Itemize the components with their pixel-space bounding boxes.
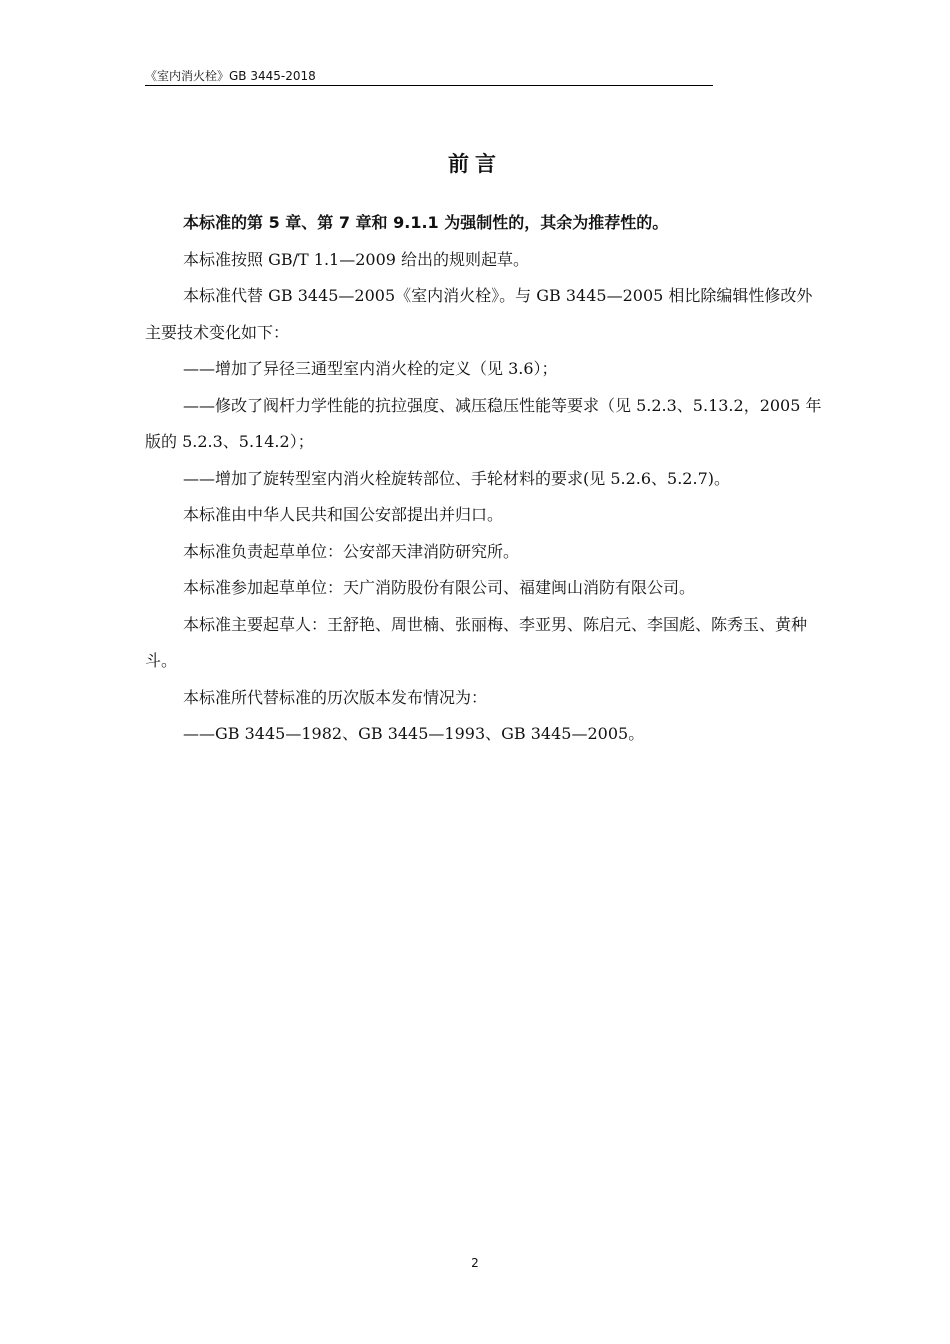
history-intro-paragraph: 本标准所代替标准的历次版本发布情况为： <box>183 687 488 707</box>
history-item: ——GB 3445—1982、GB 3445—1993、GB 3445—2005。 <box>183 724 645 743</box>
running-header <box>145 68 713 86</box>
change-item: ——修改了阀杆力学性能的抗拉强度、减压稳压性能等要求（见 5.2.3、5.13.2，2005 年版的 5.2.3、5.14.2）； <box>145 395 822 451</box>
lead-drafter-paragraph: 本标准负责起草单位：公安部天津消防研究所。 <box>183 541 520 561</box>
foreword-body <box>145 205 825 753</box>
participating-drafters-paragraph: 本标准参加起草单位：天广消防股份有限公司、福建闽山消防有限公司。 <box>183 578 696 597</box>
change-item: ——增加了旋转型室内消火栓旋转部位、手轮材料的要求(见 5.2.6、5.2.7)。 <box>183 468 730 488</box>
running-header-title: 《室内消火栓》GB 3445-2018 <box>145 69 316 83</box>
page-number: 2 <box>471 1256 479 1270</box>
replacement-paragraph: 本标准代替 GB 3445—2005《室内消火栓》。与 GB 3445—2005 相比除编辑性修改外主要技术变化如下： <box>145 286 813 342</box>
mandatory-clause-statement: 本标准的第 5 章、第 7 章和 9.1.1 为强制性的，其余为推荐性的。 <box>183 213 669 232</box>
page-title: 前言 <box>448 152 502 176</box>
proposer-paragraph: 本标准由中华人民共和国公安部提出并归口。 <box>183 505 504 524</box>
main-drafters-paragraph: 本标准主要起草人：王舒艳、周世楠、张丽梅、李亚男、陈启元、李国彪、陈秀玉、黄种斗。 <box>145 614 808 670</box>
change-item: ——增加了异径三通型室内消火栓的定义（见 3.6）； <box>183 359 558 378</box>
drafting-rules-paragraph: 本标准按照 GB/T 1.1—2009 给出的规则起草。 <box>183 249 530 269</box>
